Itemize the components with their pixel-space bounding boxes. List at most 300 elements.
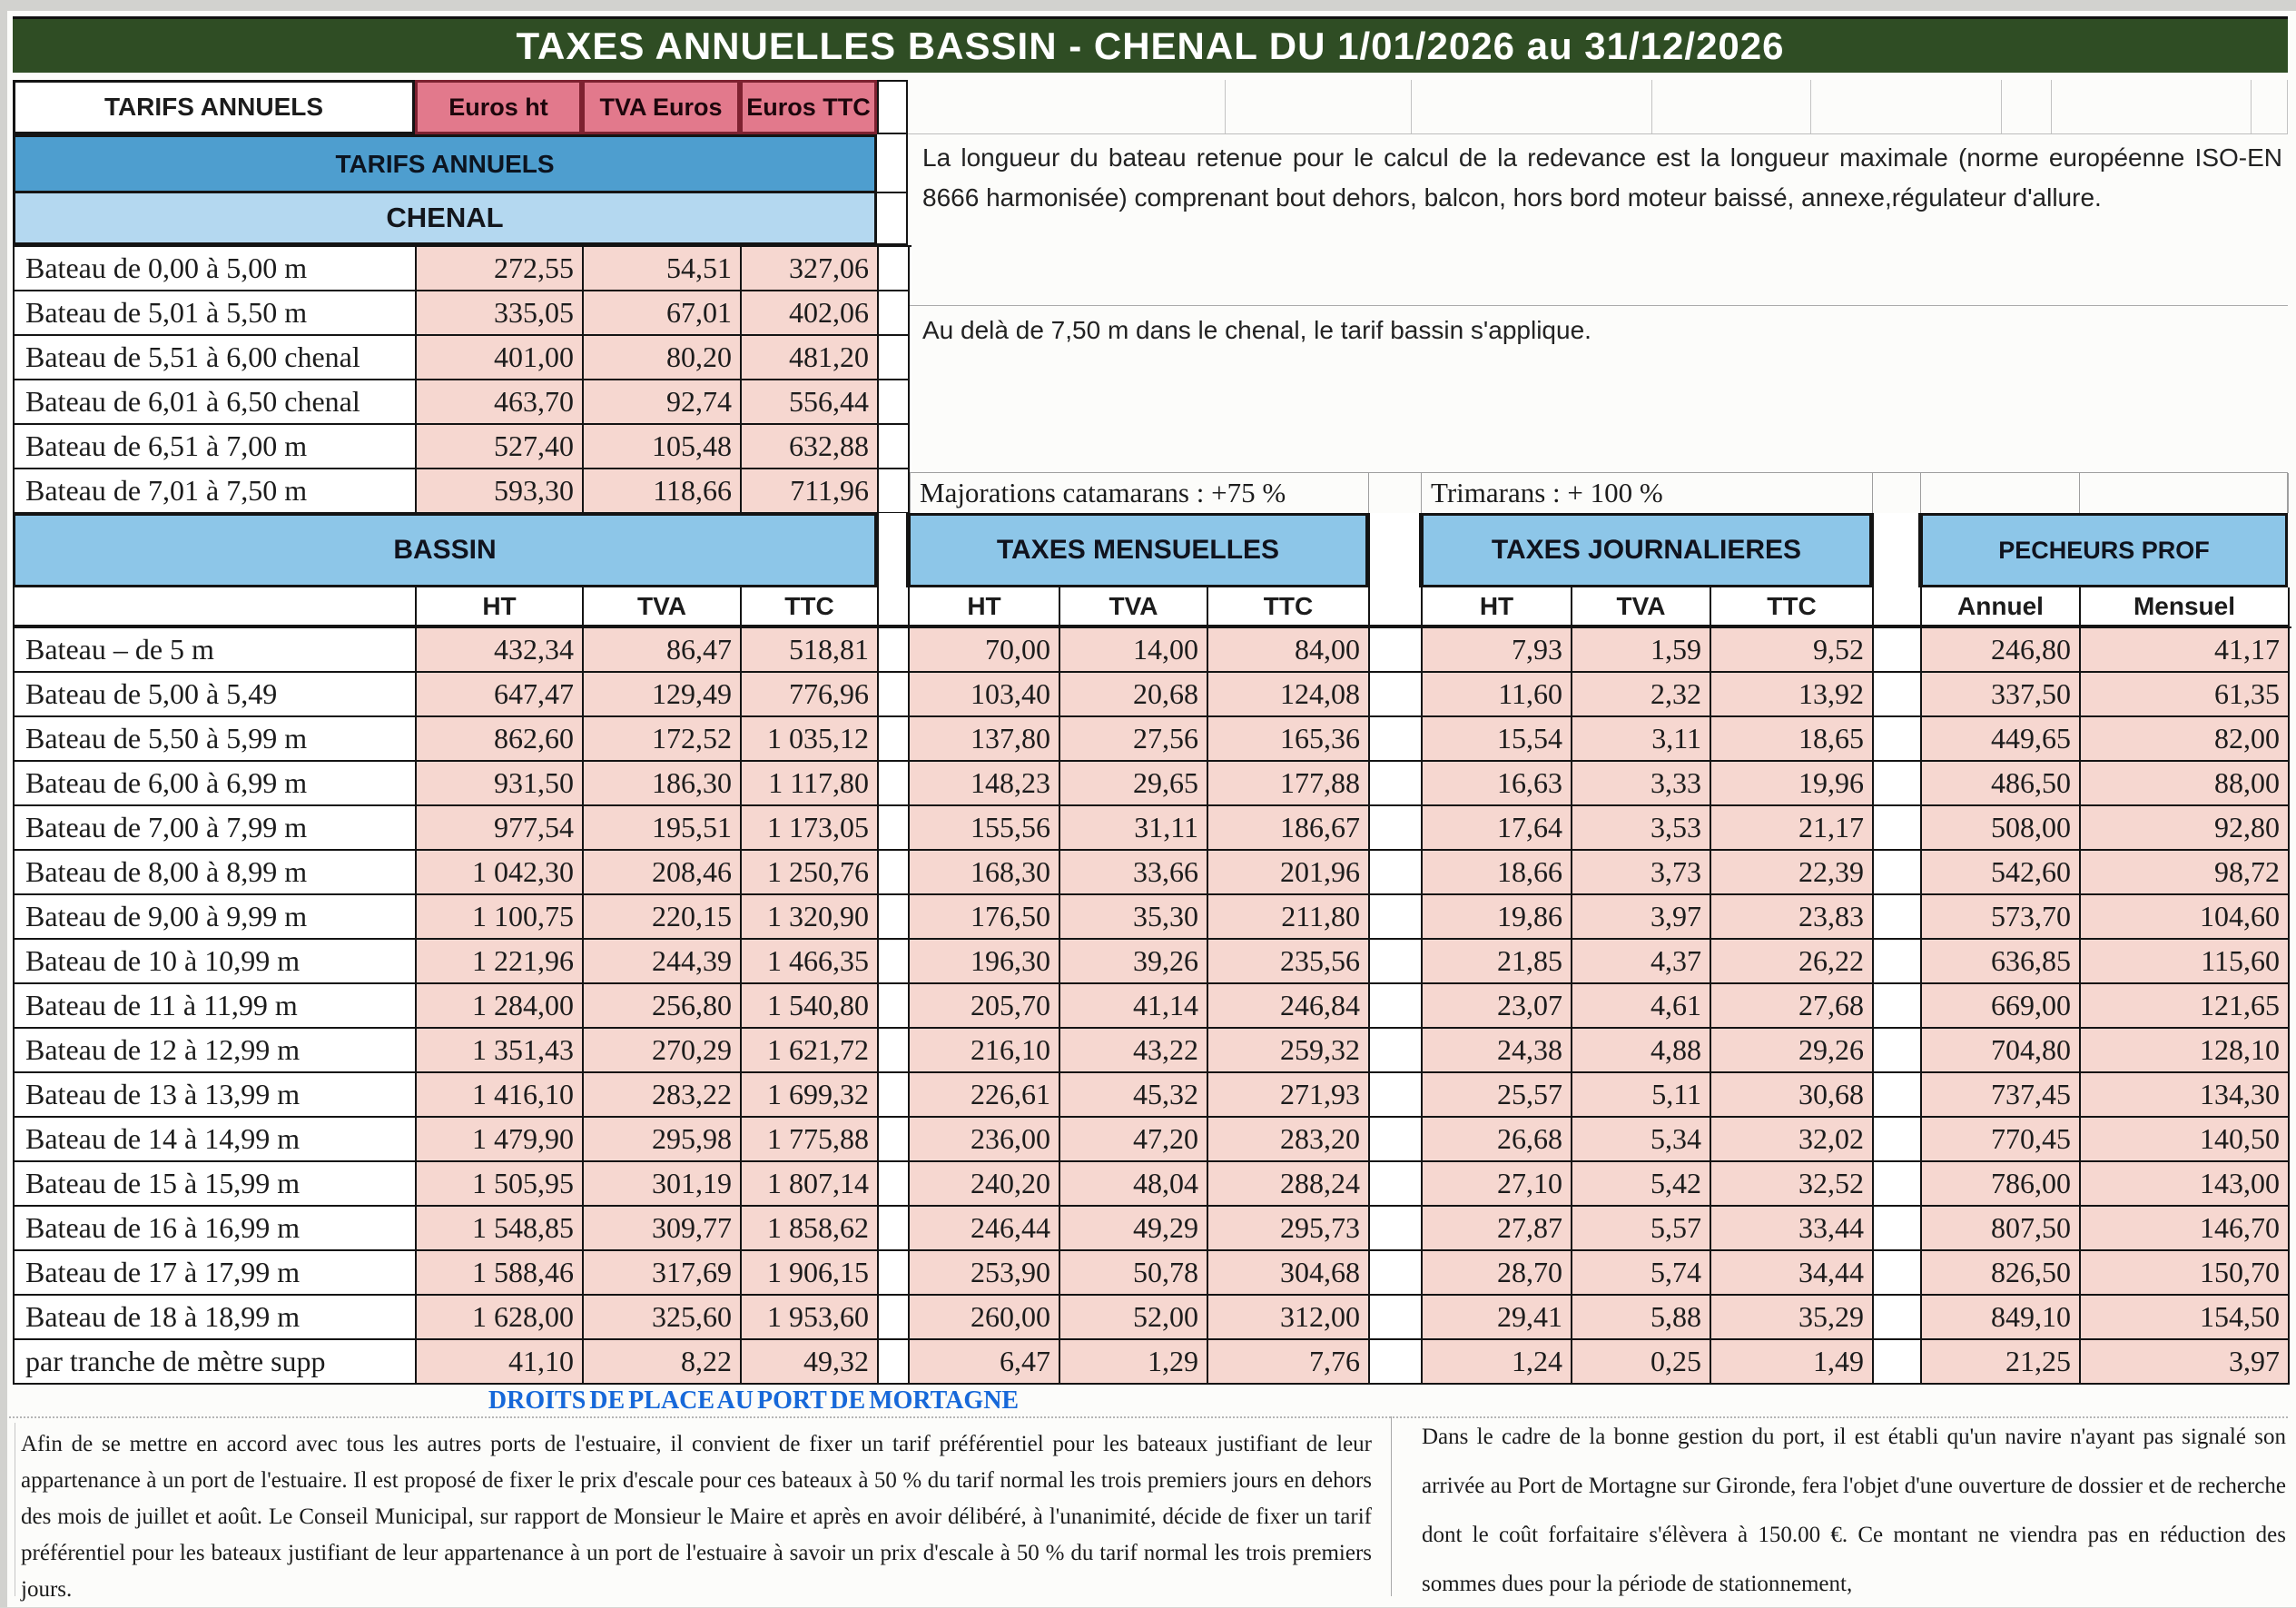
journaliere-tva-value: 5,57 [1572, 1207, 1711, 1251]
pecheurs-annuel-value: 21,25 [1922, 1340, 2081, 1385]
gutter-cell [879, 425, 910, 469]
gutter-cell [879, 1207, 910, 1251]
empty-cell [2002, 80, 2052, 133]
bassin-ht-value: 1 505,95 [417, 1162, 584, 1207]
chenal-ttc-value: 711,96 [742, 469, 879, 514]
mensuelle-ttc-value: 124,08 [1208, 673, 1370, 717]
gutter-cell [1874, 984, 1922, 1029]
bassin-tva-value: 195,51 [584, 806, 742, 851]
mensuelle-ht-value: 246,44 [910, 1207, 1060, 1251]
column-header-euros-ht: Euros ht [415, 80, 582, 134]
mensuelle-tva-value: 49,29 [1060, 1207, 1208, 1251]
mensuelle-tva-value: 31,11 [1060, 806, 1208, 851]
note-majorations-catamarans: Majorations catamarans : +75 % [911, 473, 1369, 513]
paragraph-gestion-du-port: Dans le cadre de la bonne gestion du port, il est établi qu'un navire n'ayant pas signalé son arrivée au Port de Mortagne sur Gironde, fera l'objet d'une ouverture de dossier et de recherche dont le coût forfaitaire s'élèvera à 150.00 €. Ce montant ne viendra pas en réduction des sommes dues pour la période de stationnement, [1422, 1425, 2286, 1596]
journaliere-ht-value: 17,64 [1423, 806, 1572, 851]
empty-cell [1873, 473, 1921, 513]
gutter-cell [879, 851, 910, 895]
note-trimarans: Trimarans : + 100 % [1422, 473, 1873, 513]
mensuelle-tva-value: 20,68 [1060, 673, 1208, 717]
bassin-ht-value: 1 100,75 [417, 895, 584, 940]
chenal-ht-value: 401,00 [417, 336, 584, 380]
sub-header-ttc: TTC [1711, 587, 1874, 626]
pecheurs-annuel-value: 508,00 [1922, 806, 2081, 851]
journaliere-tva-value: 3,11 [1572, 717, 1711, 762]
pecheurs-annuel-value: 826,50 [1922, 1251, 2081, 1296]
sub-header-ht: HT [910, 587, 1060, 626]
gutter-cell [1370, 762, 1423, 806]
journaliere-tva-value: 0,25 [1572, 1340, 1711, 1385]
journaliere-ttc-value: 32,52 [1711, 1162, 1874, 1207]
divider [910, 305, 2288, 306]
column-header-euros-ttc: Euros TTC [740, 80, 877, 134]
pecheurs-mensuel-value: 104,60 [2081, 895, 2290, 940]
gutter-cell [879, 806, 910, 851]
chenal-ht-value: 463,70 [417, 380, 584, 425]
droits-heading: DROITS DE PLACE AU PORT DE MORTAGNE [488, 1386, 1020, 1415]
mensuelle-ttc-value: 312,00 [1208, 1296, 1370, 1340]
mensuelle-ht-value: 6,47 [910, 1340, 1060, 1385]
mensuelle-ht-value: 260,00 [910, 1296, 1060, 1340]
bassin-ttc-value: 1 540,80 [742, 984, 879, 1029]
journaliere-tva-value: 3,53 [1572, 806, 1711, 851]
bassin-tva-value: 186,30 [584, 762, 742, 806]
sub-header-tva: TVA [1060, 587, 1208, 626]
pecheurs-mensuel-value: 140,50 [2081, 1118, 2290, 1162]
paragraph-droits-de-place: Afin de se mettre en accord avec tous les autres ports de l'estuaire, il convient de fixer un tarif préférentiel pour les bateaux justifiant de leur appartenance à un port de l'estuaire. Il est proposé de fixer le prix d'escale pour ces bateaux à 50 % du tarif normal les trois premiers jours en dehors des mois de juillet et août. Le Conseil Municipal, sur rapport de Monsieur le Maire et après en avoir délibéré, à l'unanimité, décide de fixer un tarif préférentiel pour les bateaux justifiant de leur appartenance à un port de l'estuaire à savoir un prix d'escale à 50 % du tarif normal les trois premiers jours. [15, 1423, 1381, 1596]
chenal-ttc-value: 481,20 [742, 336, 879, 380]
mensuelle-ttc-value: 211,80 [1208, 895, 1370, 940]
gutter-cell [1370, 1296, 1423, 1340]
mensuelle-tva-value: 29,65 [1060, 762, 1208, 806]
pecheurs-mensuel-value: 98,72 [2081, 851, 2290, 895]
band-bassin: BASSIN [13, 513, 877, 587]
mensuelle-ht-value: 176,50 [910, 895, 1060, 940]
bassin-ht-value: 1 588,46 [417, 1251, 584, 1296]
gutter-cell [1874, 587, 1922, 626]
pecheurs-annuel-value: 486,50 [1922, 762, 2081, 806]
mensuelle-ht-value: 226,61 [910, 1073, 1060, 1118]
bassin-ttc-value: 776,96 [742, 673, 879, 717]
pecheurs-annuel-value: 449,65 [1922, 717, 2081, 762]
mensuelle-ttc-value: 288,24 [1208, 1162, 1370, 1207]
bassin-ht-value: 1 351,43 [417, 1029, 584, 1073]
section-bands-main [13, 513, 2291, 587]
journaliere-tva-value: 5,74 [1572, 1251, 1711, 1296]
journaliere-ttc-value: 26,22 [1711, 940, 1874, 984]
pecheurs-mensuel-value: 143,00 [2081, 1162, 2290, 1207]
gutter-cell [1370, 587, 1423, 626]
mensuelle-ttc-value: 186,67 [1208, 806, 1370, 851]
bassin-ttc-value: 1 775,88 [742, 1118, 879, 1162]
journaliere-tva-value: 5,88 [1572, 1296, 1711, 1340]
row-label: Bateau de 6,00 à 6,99 m [15, 762, 417, 806]
empty-cell [1921, 473, 2080, 513]
journaliere-ht-value: 7,93 [1423, 628, 1572, 673]
gutter-cell [879, 895, 910, 940]
journaliere-ht-value: 18,66 [1423, 851, 1572, 895]
mensuelle-ht-value: 236,00 [910, 1118, 1060, 1162]
bassin-table [13, 626, 2291, 1385]
journaliere-ht-value: 15,54 [1423, 717, 1572, 762]
gutter-cell [879, 1251, 910, 1296]
bassin-ttc-value: 1 320,90 [742, 895, 879, 940]
row-label: Bateau de 8,00 à 8,99 m [15, 851, 417, 895]
band-tarifs-annuels: TARIFS ANNUELS [13, 134, 877, 193]
mensuelle-tva-value: 43,22 [1060, 1029, 1208, 1073]
bassin-tva-value: 301,19 [584, 1162, 742, 1207]
journaliere-ttc-value: 29,26 [1711, 1029, 1874, 1073]
band-chenal: CHENAL [13, 193, 877, 245]
journaliere-ttc-value: 27,68 [1711, 984, 1874, 1029]
row-label: Bateau de 10 à 10,99 m [15, 940, 417, 984]
bassin-ht-value: 977,54 [417, 806, 584, 851]
note-au-dela: Au delà de 7,50 m dans le chenal, le tarif bassin s'applique. [922, 316, 1591, 344]
pecheurs-annuel-value: 737,45 [1922, 1073, 2081, 1118]
journaliere-ht-value: 23,07 [1423, 984, 1572, 1029]
pecheurs-mensuel-value: 92,80 [2081, 806, 2290, 851]
mensuelle-ttc-value: 259,32 [1208, 1029, 1370, 1073]
row-label: Bateau de 16 à 16,99 m [15, 1207, 417, 1251]
pecheurs-mensuel-value: 128,10 [2081, 1029, 2290, 1073]
pecheurs-mensuel-value: 41,17 [2081, 628, 2290, 673]
band-taxes-mensuelles: TAXES MENSUELLES [908, 513, 1368, 587]
pecheurs-annuel-value: 704,80 [1922, 1029, 2081, 1073]
chenal-ht-value: 527,40 [417, 425, 584, 469]
column-header-tva-euros: TVA Euros [582, 80, 740, 134]
gutter-cell [879, 469, 910, 514]
note-longueur: La longueur du bateau retenue pour le calcul de la redevance est la longueur maximale (norme européenne ISO-EN 8666 harmonisée) comprenant bout dehors, balcon, hors bord moteur baissé, annexe,régulateur d'allure. [922, 143, 2282, 212]
pecheurs-annuel-value: 636,85 [1922, 940, 2081, 984]
chenal-ht-value: 335,05 [417, 291, 584, 336]
mensuelle-tva-value: 14,00 [1060, 628, 1208, 673]
pecheurs-annuel-value: 807,50 [1922, 1207, 2081, 1251]
journaliere-tva-value: 4,61 [1572, 984, 1711, 1029]
bassin-tva-value: 8,22 [584, 1340, 742, 1385]
chenal-tva-value: 92,74 [584, 380, 742, 425]
row-label: Bateau de 9,00 à 9,99 m [15, 895, 417, 940]
majorations-row [910, 472, 2288, 513]
row-label: par tranche de mètre supp [15, 1340, 417, 1385]
sub-header-row [13, 587, 2291, 626]
gutter-cell [1370, 984, 1423, 1029]
gutter-cell [1370, 1162, 1423, 1207]
gutter-cell [1874, 628, 1922, 673]
chenal-ht-value: 272,55 [417, 247, 584, 291]
bassin-tva-value: 208,46 [584, 851, 742, 895]
bassin-tva-value: 244,39 [584, 940, 742, 984]
mensuelle-ht-value: 196,30 [910, 940, 1060, 984]
gutter-cell [1370, 806, 1423, 851]
gutter-cell [1874, 806, 1922, 851]
bassin-ttc-value: 1 858,62 [742, 1207, 879, 1251]
gutter-cell [877, 80, 908, 134]
bassin-ttc-value: 1 035,12 [742, 717, 879, 762]
bassin-tva-value: 309,77 [584, 1207, 742, 1251]
journaliere-ttc-value: 33,44 [1711, 1207, 1874, 1251]
row-label: Bateau de 5,01 à 5,50 m [15, 291, 417, 336]
mensuelle-tva-value: 45,32 [1060, 1073, 1208, 1118]
gutter-cell [1370, 1073, 1423, 1118]
gutter-cell [1874, 1118, 1922, 1162]
chenal-ttc-value: 556,44 [742, 380, 879, 425]
gutter-cell [1874, 1073, 1922, 1118]
mensuelle-ttc-value: 246,84 [1208, 984, 1370, 1029]
gutter-cell [1874, 1029, 1922, 1073]
row-label: Bateau – de 5 m [15, 628, 417, 673]
mensuelle-ttc-value: 177,88 [1208, 762, 1370, 806]
tarifs-annuels-header-row [13, 80, 2288, 134]
bassin-ttc-value: 1 953,60 [742, 1296, 879, 1340]
journaliere-tva-value: 3,73 [1572, 851, 1711, 895]
gutter-cell [879, 717, 910, 762]
journaliere-tva-value: 2,32 [1572, 673, 1711, 717]
journaliere-ttc-value: 32,02 [1711, 1118, 1874, 1162]
mensuelle-ht-value: 216,10 [910, 1029, 1060, 1073]
empty-cell [2080, 473, 2289, 513]
gutter-cell [1874, 940, 1922, 984]
journaliere-ht-value: 21,85 [1423, 940, 1572, 984]
bassin-ttc-value: 49,32 [742, 1340, 879, 1385]
gutter-cell [1874, 673, 1922, 717]
journaliere-ht-value: 27,87 [1423, 1207, 1572, 1251]
gutter-cell [1370, 1029, 1423, 1073]
pecheurs-mensuel-value: 88,00 [2081, 762, 2290, 806]
mensuelle-ttc-value: 283,20 [1208, 1118, 1370, 1162]
bassin-tva-value: 256,80 [584, 984, 742, 1029]
journaliere-ttc-value: 30,68 [1711, 1073, 1874, 1118]
bassin-ht-value: 647,47 [417, 673, 584, 717]
sub-header-mensuel: Mensuel [2081, 587, 2290, 626]
journaliere-ht-value: 25,57 [1423, 1073, 1572, 1118]
chenal-ttc-value: 327,06 [742, 247, 879, 291]
mensuelle-tva-value: 41,14 [1060, 984, 1208, 1029]
gutter-cell [1370, 1340, 1423, 1385]
gutter-cell [1370, 895, 1423, 940]
mensuelle-ht-value: 148,23 [910, 762, 1060, 806]
chenal-ttc-value: 402,06 [742, 291, 879, 336]
row-label: Bateau de 18 à 18,99 m [15, 1296, 417, 1340]
row-label: Bateau de 5,00 à 5,49 [15, 673, 417, 717]
gutter-cell [1370, 851, 1423, 895]
pecheurs-annuel-value: 337,50 [1922, 673, 2081, 717]
journaliere-ht-value: 28,70 [1423, 1251, 1572, 1296]
gutter-cell [877, 134, 908, 193]
bassin-ttc-value: 1 699,32 [742, 1073, 879, 1118]
mensuelle-ttc-value: 7,76 [1208, 1340, 1370, 1385]
mensuelle-ht-value: 70,00 [910, 628, 1060, 673]
bassin-ttc-value: 1 466,35 [742, 940, 879, 984]
gutter-cell [879, 1296, 910, 1340]
pecheurs-annuel-value: 573,70 [1922, 895, 2081, 940]
mensuelle-ht-value: 240,20 [910, 1162, 1060, 1207]
chenal-tva-value: 67,01 [584, 291, 742, 336]
gutter-cell [1874, 1340, 1922, 1385]
bassin-ht-value: 931,50 [417, 762, 584, 806]
chenal-ht-value: 593,30 [417, 469, 584, 514]
mensuelle-tva-value: 48,04 [1060, 1162, 1208, 1207]
bassin-tva-value: 283,22 [584, 1073, 742, 1118]
pecheurs-annuel-value: 849,10 [1922, 1296, 2081, 1340]
gutter-cell [879, 940, 910, 984]
gutter-cell [1874, 1162, 1922, 1207]
gutter-cell [879, 984, 910, 1029]
bassin-ht-value: 1 479,90 [417, 1118, 584, 1162]
sub-header-tva: TVA [584, 587, 742, 626]
chenal-ttc-value: 632,88 [742, 425, 879, 469]
mensuelle-ht-value: 155,56 [910, 806, 1060, 851]
gutter-cell [879, 336, 910, 380]
journaliere-tva-value: 4,37 [1572, 940, 1711, 984]
mensuelle-tva-value: 33,66 [1060, 851, 1208, 895]
pecheurs-mensuel-value: 121,65 [2081, 984, 2290, 1029]
journaliere-ht-value: 27,10 [1423, 1162, 1572, 1207]
gutter-cell [879, 1118, 910, 1162]
mensuelle-ht-value: 253,90 [910, 1251, 1060, 1296]
bassin-ttc-value: 1 621,72 [742, 1029, 879, 1073]
page-title-text: TAXES ANNUELLES BASSIN - CHENAL DU 1/01/2026 au 31/12/2026 [516, 24, 1785, 67]
mensuelle-ttc-value: 271,93 [1208, 1073, 1370, 1118]
scan-margin-top [0, 0, 2296, 11]
row-label: Bateau de 17 à 17,99 m [15, 1251, 417, 1296]
empty-cell [908, 80, 1226, 133]
mensuelle-tva-value: 52,00 [1060, 1296, 1208, 1340]
gutter-cell [1874, 895, 1922, 940]
bassin-ht-value: 432,34 [417, 628, 584, 673]
journaliere-tva-value: 3,97 [1572, 895, 1711, 940]
chenal-tva-value: 54,51 [584, 247, 742, 291]
gutter-cell [879, 673, 910, 717]
divider [1391, 1416, 1392, 1596]
chenal-tva-value: 118,66 [584, 469, 742, 514]
gutter-cell [877, 193, 908, 245]
chenal-tva-value: 80,20 [584, 336, 742, 380]
journaliere-ht-value: 29,41 [1423, 1296, 1572, 1340]
bassin-tva-value: 270,29 [584, 1029, 742, 1073]
mensuelle-tva-value: 47,20 [1060, 1118, 1208, 1162]
gutter-cell [1874, 1296, 1922, 1340]
gutter-cell [879, 247, 910, 291]
gutter-cell [879, 587, 910, 626]
band-pecheurs-prof: PECHEURS PROF [1920, 513, 2288, 587]
gutter-cell [1370, 673, 1423, 717]
bassin-ht-value: 1 042,30 [417, 851, 584, 895]
journaliere-ht-value: 11,60 [1423, 673, 1572, 717]
journaliere-ttc-value: 34,44 [1711, 1251, 1874, 1296]
row-label: Bateau de 15 à 15,99 m [15, 1162, 417, 1207]
gutter-cell [1872, 513, 1920, 587]
pecheurs-annuel-value: 669,00 [1922, 984, 2081, 1029]
pecheurs-mensuel-value: 3,97 [2081, 1340, 2290, 1385]
pecheurs-mensuel-value: 154,50 [2081, 1296, 2290, 1340]
mensuelle-tva-value: 35,30 [1060, 895, 1208, 940]
gutter-cell [1368, 513, 1421, 587]
row-label: Bateau de 5,50 à 5,99 m [15, 717, 417, 762]
mensuelle-ttc-value: 235,56 [1208, 940, 1370, 984]
bassin-ttc-value: 518,81 [742, 628, 879, 673]
journaliere-ht-value: 1,24 [1423, 1340, 1572, 1385]
mensuelle-tva-value: 1,29 [1060, 1340, 1208, 1385]
journaliere-ttc-value: 21,17 [1711, 806, 1874, 851]
empty-cell [1369, 473, 1422, 513]
pecheurs-annuel-value: 542,60 [1922, 851, 2081, 895]
journaliere-tva-value: 3,33 [1572, 762, 1711, 806]
row-label: Bateau de 14 à 14,99 m [15, 1118, 417, 1162]
empty-grid-cells [908, 80, 2288, 134]
empty-cell [1412, 80, 1652, 133]
journaliere-ht-value: 26,68 [1423, 1118, 1572, 1162]
journaliere-tva-value: 5,42 [1572, 1162, 1711, 1207]
mensuelle-ht-value: 168,30 [910, 851, 1060, 895]
bassin-ht-value: 1 416,10 [417, 1073, 584, 1118]
journaliere-ttc-value: 35,29 [1711, 1296, 1874, 1340]
empty-cell [1652, 80, 1811, 133]
sub-header-ttc: TTC [1208, 587, 1370, 626]
empty-cell [1226, 80, 1412, 133]
mensuelle-ht-value: 137,80 [910, 717, 1060, 762]
mensuelle-ttc-value: 84,00 [1208, 628, 1370, 673]
mensuelle-ht-value: 103,40 [910, 673, 1060, 717]
row-label: Bateau de 5,51 à 6,00 chenal [15, 336, 417, 380]
sub-header-tva: TVA [1572, 587, 1711, 626]
gutter-cell [1370, 1207, 1423, 1251]
mensuelle-ttc-value: 165,36 [1208, 717, 1370, 762]
journaliere-ht-value: 24,38 [1423, 1029, 1572, 1073]
pecheurs-annuel-value: 786,00 [1922, 1162, 2081, 1207]
gutter-cell [879, 1162, 910, 1207]
journaliere-ttc-value: 1,49 [1711, 1340, 1874, 1385]
journaliere-ttc-value: 13,92 [1711, 673, 1874, 717]
bassin-ht-value: 1 221,96 [417, 940, 584, 984]
bassin-ht-value: 862,60 [417, 717, 584, 762]
sub-header-ht: HT [1423, 587, 1572, 626]
journaliere-tva-value: 4,88 [1572, 1029, 1711, 1073]
journaliere-ht-value: 16,63 [1423, 762, 1572, 806]
gutter-cell [1370, 940, 1423, 984]
bassin-ht-value: 1 628,00 [417, 1296, 584, 1340]
pecheurs-mensuel-value: 115,60 [2081, 940, 2290, 984]
pecheurs-annuel-value: 246,80 [1922, 628, 2081, 673]
tarifs-annuels-label: TARIFS ANNUELS [13, 80, 415, 134]
gutter-cell [879, 291, 910, 336]
band-taxes-journalieres: TAXES JOURNALIERES [1421, 513, 1872, 587]
gutter-cell [1874, 1207, 1922, 1251]
row-label: Bateau de 7,00 à 7,99 m [15, 806, 417, 851]
row-label: Bateau de 12 à 12,99 m [15, 1029, 417, 1073]
gutter-cell [879, 628, 910, 673]
mensuelle-tva-value: 39,26 [1060, 940, 1208, 984]
row-label: Bateau de 7,01 à 7,50 m [15, 469, 417, 514]
journaliere-ttc-value: 19,96 [1711, 762, 1874, 806]
gutter-cell [879, 1029, 910, 1073]
section-bands-left [13, 134, 912, 245]
bassin-ttc-value: 1 807,14 [742, 1162, 879, 1207]
journaliere-tva-value: 1,59 [1572, 628, 1711, 673]
bassin-tva-value: 317,69 [584, 1251, 742, 1296]
sub-header-ttc: TTC [742, 587, 879, 626]
row-label: Bateau de 11 à 11,99 m [15, 984, 417, 1029]
mensuelle-tva-value: 50,78 [1060, 1251, 1208, 1296]
page-title [13, 16, 2288, 73]
bassin-tva-value: 325,60 [584, 1296, 742, 1340]
sub-header-empty [15, 587, 417, 626]
gutter-cell [1874, 762, 1922, 806]
pecheurs-annuel-value: 770,45 [1922, 1118, 2081, 1162]
gutter-cell [879, 762, 910, 806]
bassin-ht-value: 1 548,85 [417, 1207, 584, 1251]
journaliere-ttc-value: 18,65 [1711, 717, 1874, 762]
bassin-tva-value: 220,15 [584, 895, 742, 940]
